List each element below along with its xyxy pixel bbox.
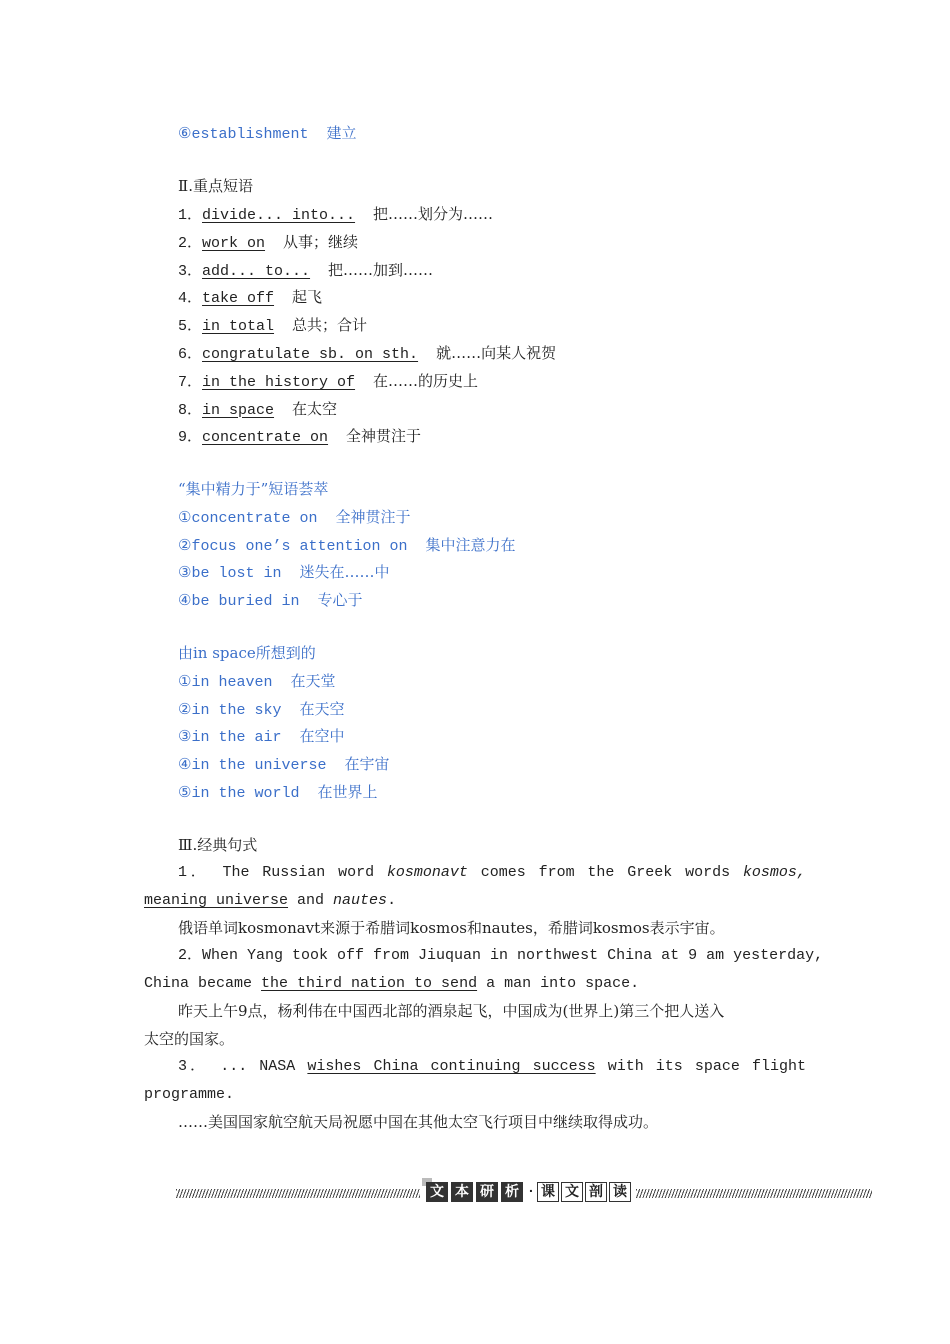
phrase-item xyxy=(178,204,493,226)
phrase-item xyxy=(178,399,337,421)
item-english: in space xyxy=(202,401,275,419)
sentence-2-line-1: 2．When Yang took off from Jiuquan in northwest China at 9 am yesterday, xyxy=(178,947,824,964)
item-chinese: 在……的历史上 xyxy=(373,371,479,390)
phrase-item xyxy=(178,371,478,393)
item-chinese: 把……加到…… xyxy=(328,260,434,279)
sentence-1-line-2: meaning universe and nautes. xyxy=(144,892,397,909)
vocab-item-6 xyxy=(178,123,357,145)
item-chinese: 全神贯注于 xyxy=(335,508,411,526)
phrase-item xyxy=(178,287,322,309)
item-number: ① xyxy=(178,674,192,691)
banner-dot: · xyxy=(526,1184,536,1200)
item-number: 7． xyxy=(178,373,203,391)
item-number: 3． xyxy=(178,262,203,280)
item-english: work on xyxy=(202,234,266,252)
item-number: 1． xyxy=(178,207,203,224)
banner-char: 读 xyxy=(609,1182,631,1202)
item-chinese: 迷失在……中 xyxy=(299,563,390,582)
box-title-in-space: 由in space所想到的 xyxy=(178,644,316,662)
box1-item xyxy=(178,562,389,584)
item-number: 4． xyxy=(178,290,203,308)
box-title-concentrate: “集中精力于”短语荟萃 xyxy=(178,480,329,498)
item-number: ② xyxy=(178,537,192,555)
item-english: in the history of xyxy=(202,373,356,391)
box2-item xyxy=(178,754,390,776)
item-number: ④ xyxy=(178,757,192,775)
box1-item xyxy=(178,507,411,529)
banner-hatch-left xyxy=(176,1189,420,1198)
box2-item xyxy=(178,726,344,748)
item-english: establishment xyxy=(191,126,309,143)
item-english: concentrate on xyxy=(191,510,318,527)
item-chinese: 在宇宙 xyxy=(344,755,390,774)
item-number: ③ xyxy=(178,565,192,583)
item-chinese: 专心于 xyxy=(317,591,363,610)
item-chinese: 集中注意力在 xyxy=(425,535,516,554)
item-chinese: 起飞 xyxy=(292,288,323,307)
phrase-item xyxy=(178,260,433,282)
box2-item xyxy=(178,671,335,693)
item-english: in total xyxy=(202,318,275,336)
item-english: focus one’s attention on xyxy=(191,537,408,555)
banner-char: 文 xyxy=(561,1182,583,1202)
item-number: 2． xyxy=(178,234,203,252)
box1-item xyxy=(178,535,516,557)
item-number: 6． xyxy=(178,346,203,363)
item-chinese: 就……向某人祝贺 xyxy=(436,344,557,362)
item-chinese: 在空中 xyxy=(299,727,345,746)
item-chinese: 在太空 xyxy=(292,399,338,418)
section-banner xyxy=(176,1182,872,1204)
item-number: 9． xyxy=(178,429,203,447)
item-english: in the world xyxy=(191,784,300,802)
phrase-item xyxy=(178,315,367,337)
sentence-3-line-1: 3． ... NASA wishes China continuing success with its space flight xyxy=(178,1058,806,1075)
item-chinese: 建立 xyxy=(326,124,357,142)
sentence-2-line-2: China became the third nation to send a man into space. xyxy=(144,975,640,992)
banner-char: 文 xyxy=(426,1182,448,1202)
item-chinese: 总共；合计 xyxy=(292,316,368,335)
banner-char: 剖 xyxy=(585,1182,607,1202)
item-number: 5． xyxy=(178,318,203,336)
item-english: concentrate on xyxy=(202,429,329,447)
item-number: ② xyxy=(178,701,192,719)
sentence-1-translation: 俄语单词kosmonavt来源于希腊词kosmos和nautes，希腊词kosmos表示宇宙。 xyxy=(178,919,725,937)
item-chinese: 全神贯注于 xyxy=(346,427,422,446)
item-chinese: 在天空 xyxy=(299,699,345,718)
sentence-1-line-1: 1． The Russian word kosmonavt comes from the Greek words kosmos, xyxy=(178,864,806,881)
item-chinese: 从事；继续 xyxy=(283,232,359,251)
banner-char: 析 xyxy=(501,1182,523,1202)
item-number: ⑥ xyxy=(178,126,192,143)
section-heading-sentences: Ⅲ.经典句式 xyxy=(178,836,258,854)
item-number: 8． xyxy=(178,401,203,419)
item-number: ③ xyxy=(178,729,192,747)
item-english: be buried in xyxy=(191,593,300,611)
banner-hatch-right xyxy=(636,1189,872,1198)
item-english: take off xyxy=(202,290,275,308)
item-number: ④ xyxy=(178,593,192,611)
phrase-item xyxy=(178,343,556,365)
item-english: congratulate sb. on sth. xyxy=(202,346,419,363)
banner-char: 研 xyxy=(476,1182,498,1202)
sentence-3-translation: ……美国国家航空航天局祝愿中国在其他太空飞行项目中继续取得成功。 xyxy=(178,1113,659,1131)
item-english: in the sky xyxy=(191,701,282,719)
item-english: in heaven xyxy=(191,674,273,691)
sentence-2-translation-2: 太空的国家。 xyxy=(144,1030,235,1048)
item-chinese: 在世界上 xyxy=(317,782,378,801)
item-english: add... to... xyxy=(202,262,311,280)
box2-item xyxy=(178,782,378,804)
item-english: in the air xyxy=(191,729,282,747)
item-english: in the universe xyxy=(191,757,327,775)
banner-char: 本 xyxy=(451,1182,473,1202)
banner-char: 课 xyxy=(537,1182,559,1202)
item-english: be lost in xyxy=(191,565,282,583)
item-english: divide... into... xyxy=(202,207,356,224)
sentence-3-line-2: programme. xyxy=(144,1086,235,1103)
item-chinese: 在天堂 xyxy=(290,672,336,690)
sentence-2-translation-1: 昨天上午9点，杨利伟在中国西北部的酒泉起飞，中国成为(世界上)第三个把人送入 xyxy=(178,1002,725,1020)
box1-item xyxy=(178,590,363,612)
item-number: ① xyxy=(178,510,192,527)
phrase-item xyxy=(178,426,421,448)
phrase-item xyxy=(178,232,358,254)
item-chinese: 把……划分为…… xyxy=(373,205,494,223)
item-number: ⑤ xyxy=(178,784,192,802)
section-heading-phrases: Ⅱ.重点短语 xyxy=(178,177,253,195)
box2-item xyxy=(178,699,344,721)
